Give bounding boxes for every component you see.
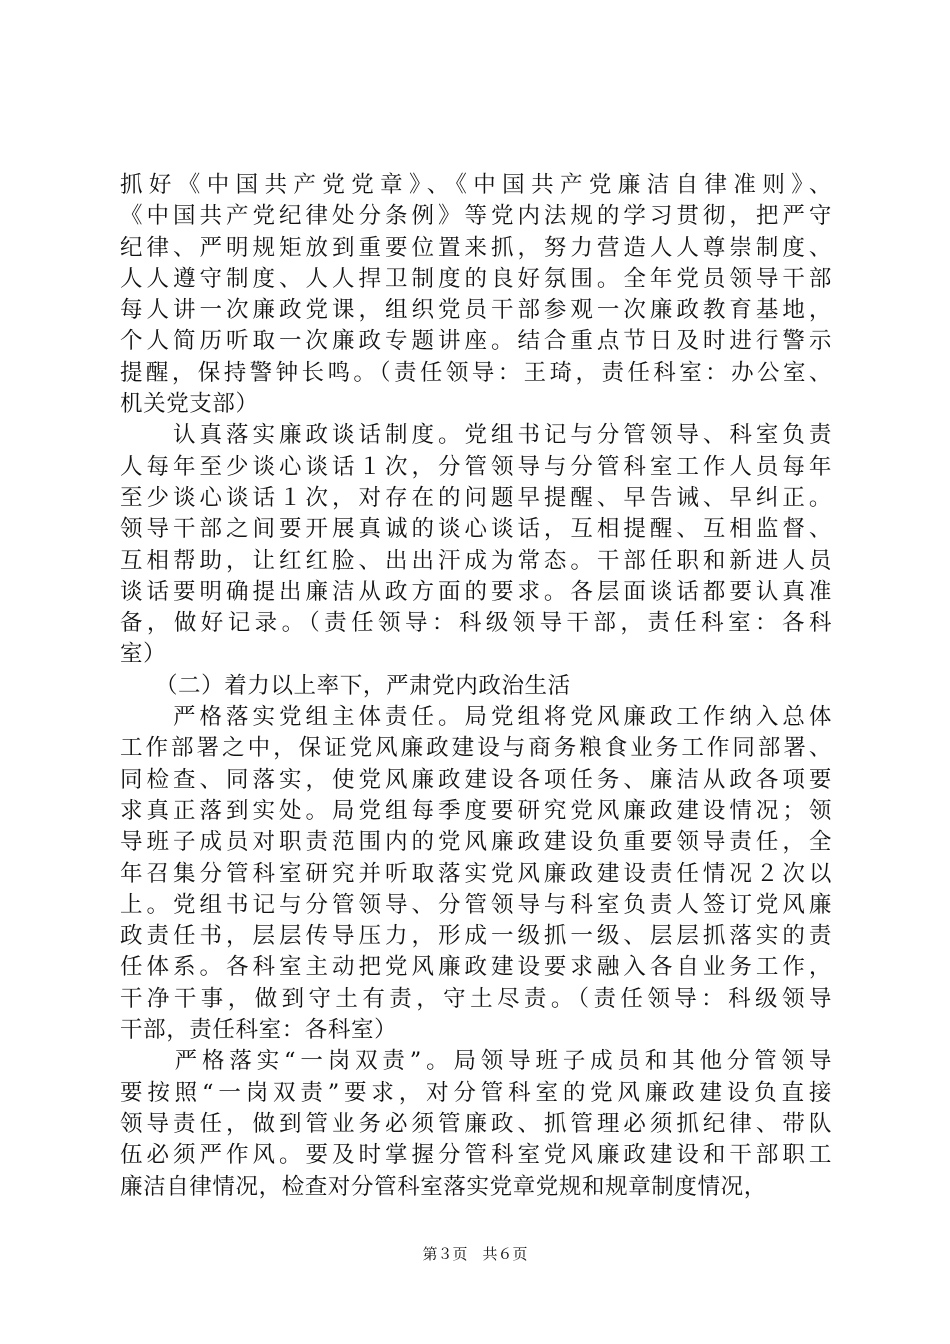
text-line: 室）: [120, 641, 167, 668]
text-line: 谈话要明确提出廉洁从政方面的要求。各层面谈话都要认真准: [120, 578, 832, 605]
text-line: 求真正落到实处。局党组每季度要研究党风廉政建设情况；领: [120, 797, 832, 824]
text-line: 上。党组书记与分管领导、分管领导与科室负责人签订党风廉: [120, 891, 832, 918]
text-line: 认真落实廉政谈话制度。党组书记与分管领导、科室负责: [120, 422, 832, 449]
text-line: 要按照“一岗双责”要求，对分管科室的党风廉政建设负直接: [120, 1079, 832, 1106]
text-line: 廉洁自律情况，检查对分管科室落实党章党规和规章制度情况，: [120, 1173, 767, 1200]
text-line: 干净干事，做到守土有责，守土尽责。（责任领导：科级领导: [120, 985, 832, 1012]
text-line: 个人简历听取一次廉政专题讲座。结合重点节日及时进行警示: [120, 328, 832, 355]
text-line: 伍必须严作风。要及时掌握分管科室党风廉政建设和干部职工: [120, 1142, 832, 1169]
text-line: 任体系。各科室主动把党风廉政建设要求融入各自业务工作，: [120, 954, 832, 981]
text-line: 备，做好记录。（责任领导：科级领导干部，责任科室：各科: [120, 610, 832, 637]
text-line: 工作部署之中，保证党风廉政建设与商务粮食业务工作同部署、: [120, 735, 832, 762]
text-line: 机关党支部）: [120, 391, 259, 418]
page-footer: 第３页 共６页: [422, 1245, 528, 1263]
text-line: 提醒，保持警钟长鸣。（责任领导：王琦，责任科室：办公室、: [120, 359, 832, 386]
text-line: 年召集分管科室研究并听取落实党风廉政建设责任情况２次以: [120, 860, 832, 887]
text-line: 政责任书，层层传导压力，形成一级抓一级、层层抓落实的责: [120, 923, 832, 950]
text-line: 人人遵守制度、人人捍卫制度的良好氛围。全年党员领导干部: [120, 265, 832, 292]
text-line: 导班子成员对职责范围内的党风廉政建设负重要领导责任，全: [120, 829, 832, 856]
text-line: 同检查、同落实，使党风廉政建设各项任务、廉洁从政各项要: [120, 766, 832, 793]
text-line: 每人讲一次廉政党课，组织党员干部参观一次廉政教育基地，: [120, 297, 832, 324]
text-line: 领导责任，做到管业务必须管廉政、抓管理必须抓纪律、带队: [120, 1110, 832, 1137]
text-line: （二）着力以上率下，严肃党内政治生活: [120, 672, 571, 699]
text-line: 严格落实“一岗双责”。局领导班子成员和其他分管领导: [120, 1048, 832, 1075]
text-line: 领导干部之间要开展真诚的谈心谈话，互相提醒、互相监督、: [120, 516, 832, 543]
text-line: 纪律、严明规矩放到重要位置来抓，努力营造人人尊崇制度、: [120, 234, 832, 261]
text-line: 干部，责任科室：各科室）: [120, 1017, 398, 1044]
document-body: [120, 170, 832, 1203]
text-line: 互相帮助，让红红脸、出出汗成为常态。干部任职和新进人员: [120, 547, 832, 574]
text-line: 人每年至少谈心谈话１次，分管领导与分管科室工作人员每年: [120, 453, 832, 480]
text-line: 至少谈心谈话１次，对存在的问题早提醒、早告诫、早纠正。: [120, 484, 832, 511]
text-line: 严格落实党组主体责任。局党组将党风廉政工作纳入总体: [120, 704, 832, 731]
text-line: 《中国共产党纪律处分条例》等党内法规的学习贯彻，把严守: [120, 203, 832, 230]
text-line: 抓好《中国共产党党章》、《中国共产党廉洁自律准则》、: [120, 172, 832, 198]
